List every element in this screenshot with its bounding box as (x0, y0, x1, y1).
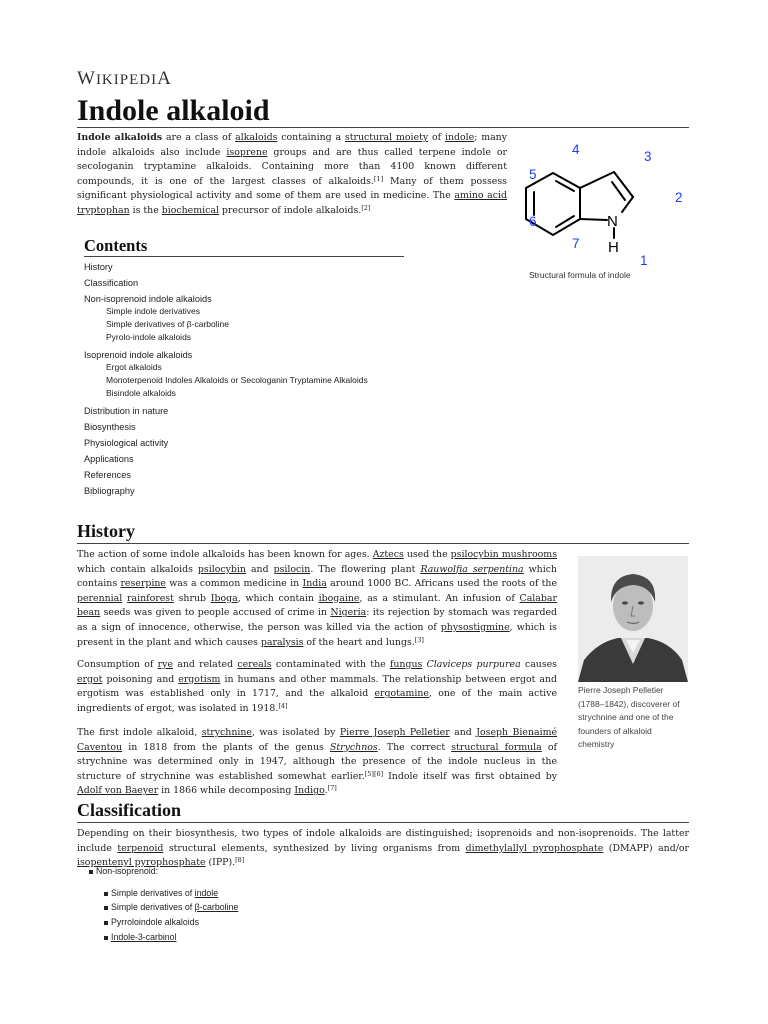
wikipedia-wordmark: WIKIPEDIA (77, 68, 172, 89)
text: which contain alkaloids (77, 563, 198, 575)
toc-item-biosynthesis[interactable]: Biosynthesis (84, 422, 136, 432)
text: of the heart and lungs. (303, 636, 415, 648)
link-indole[interactable]: indole (444, 132, 475, 143)
link-ergot[interactable]: ergot (77, 673, 103, 685)
text: seeds was given to people accused of crime in (100, 607, 331, 619)
link-india[interactable]: India (302, 578, 327, 590)
link-rye[interactable]: rye (157, 659, 173, 670)
text: The action of some indole alkaloids has been known for ages. (77, 549, 373, 560)
link-ergotamine[interactable]: ergotamine (374, 688, 429, 700)
link-indole-3-carbinol[interactable]: Indole-3-carbinol (111, 932, 177, 942)
position-label: 3 (644, 149, 652, 164)
text: Indole itself was first obtained by (383, 770, 558, 782)
link-perennial[interactable]: perennial (77, 592, 123, 604)
link-adolf-von-baeyer[interactable]: Adolf von Baeyer (77, 785, 159, 797)
link-paralysis[interactable]: paralysis (260, 636, 304, 648)
toc-item-bisindole-alkaloids[interactable]: Bisindole alkaloids (106, 388, 176, 398)
text: in humans and other mammals. The relationship between ergot and ergotism was established only in 1717, and the alkaloid (77, 673, 557, 700)
link-rainforest[interactable]: rainforest (127, 592, 174, 604)
ref-1[interactable]: [1] (373, 174, 384, 183)
ref-2[interactable]: [2] (361, 203, 371, 212)
link-strychnine[interactable]: strychnine (201, 727, 252, 738)
link-beta-carboline[interactable]: β-carboline (194, 902, 239, 912)
link-nigeria[interactable]: Nigeria (330, 607, 367, 619)
link-isopentenyl-pyrophosphate[interactable]: isopentenyl pyrophosphate (77, 857, 206, 869)
history-paragraph-3 (77, 726, 557, 799)
toc-item-ergot-alkaloids[interactable]: Ergot alkaloids (106, 362, 162, 372)
link-pierre-joseph-pelletier[interactable]: Pierre Joseph Pelletier (339, 727, 450, 738)
text: of strychnine was determined only in 1947, although the presence of the indole nucleus in the structure of strychnine was established somewhat earlier. (77, 741, 557, 782)
toc-item-classification[interactable]: Classification (84, 278, 139, 288)
classification-divider (77, 822, 689, 823)
link-terpenoid[interactable]: terpenoid (117, 842, 164, 854)
ref-8[interactable]: [8] (235, 856, 245, 865)
text: causes (520, 659, 557, 670)
toc-item-non-isoprenoid-indole-alkaloids[interactable]: Non-isoprenoid indole alkaloids (84, 294, 212, 304)
toc-item-simple-derivatives-of-carboline[interactable]: Simple derivatives of β-carboline (106, 319, 229, 329)
bond-c3-c2 (614, 172, 633, 197)
link-isoprene[interactable]: isoprene (226, 146, 268, 158)
list-item-non-isoprenoid: Non-isoprenoid: (96, 866, 159, 876)
text: Depending on their biosynthesis, two types of indole alkaloids are distinguished; isoprenoids and non-isoprenoids. The latter include (77, 828, 689, 854)
text: and (245, 563, 274, 575)
text: shrub (173, 592, 211, 604)
text: , was isolated by (251, 727, 340, 738)
link-ergotism[interactable]: ergotism (178, 673, 221, 685)
indole-structure-infobox (510, 134, 700, 284)
toc-item-applications[interactable]: Applications (84, 454, 134, 464)
list-item (111, 932, 177, 942)
portrait-caption: Pierre Joseph Pelletier (1788–1842), discoverer of strychnine and one of the founders of alkaloid chemistry (578, 685, 680, 749)
history-divider (77, 543, 689, 544)
list-item (111, 888, 218, 898)
text: was a common medicine in (165, 578, 303, 590)
link-iboga[interactable]: Iboga (210, 592, 238, 604)
text: and related (173, 659, 238, 670)
text: and (449, 727, 477, 738)
text: groups and are thus called terpene indole or secologanin tryptamine alkaloids. Containing more than 4100 known different compounds, it is one of the largest classes of alkaloids. (77, 146, 507, 187)
text: poisoning and (102, 673, 179, 685)
text: The first indole alkaloid, (77, 727, 202, 738)
text: of (428, 132, 445, 143)
intro-paragraph (77, 131, 507, 219)
link-fungus[interactable]: fungus (389, 659, 423, 670)
position-label: 4 (572, 142, 580, 157)
ref-5[interactable]: [5] (364, 769, 374, 778)
bond-c3a-c3 (580, 172, 614, 188)
toc-divider (84, 256, 404, 257)
indole-structure-diagram (510, 134, 700, 268)
link-biochemical[interactable]: biochemical (161, 204, 219, 216)
text: (IPP). (205, 857, 236, 869)
text: : its rejection by stomach was regarded as a sign of innocence, otherwise, the person was killed via the action of (77, 607, 557, 633)
text: , which is present in the plant and which causes (77, 621, 557, 648)
toc-item-pyrolo-indole-alkaloids[interactable]: Pyrolo-indole alkaloids (106, 332, 192, 342)
text: precursor of indole alkaloids. (218, 204, 362, 216)
classification-paragraph (77, 827, 689, 871)
toc-item-distribution-in-nature[interactable]: Distribution in nature (84, 406, 169, 416)
link-psilocybin-mushrooms[interactable]: psilocybin mushrooms (450, 549, 558, 560)
hydrogen-atom: H (608, 239, 619, 256)
toc-item-history[interactable]: History (84, 262, 113, 272)
link-rauwolfia-serpentina[interactable]: Rauwolfia serpentina (420, 563, 524, 575)
text: contaminated with the (271, 659, 390, 670)
link-joseph-bienaime-caventou[interactable]: Joseph Bienaimé Caventou (77, 727, 558, 753)
link-cereals[interactable]: cereals (237, 659, 272, 670)
text: . (324, 785, 328, 797)
link-structural-moiety[interactable]: structural moiety (344, 132, 429, 143)
toc-item-simple-indole-derivatives[interactable]: Simple indole derivatives (106, 306, 201, 316)
link-dimethylallyl-pyrophosphate[interactable]: dimethylallyl pyrophosphate (465, 842, 604, 854)
list-item: Pyrroloindole alkaloids (111, 917, 200, 927)
ref-6[interactable]: [6] (373, 769, 384, 778)
text: used the (403, 549, 451, 560)
text: (DMAPP) and/or (603, 842, 689, 854)
text: in 1818 from the plants of the genus (122, 741, 330, 753)
text: Many of them possess significant physiological activity and some of them are used in medicine. The (77, 175, 507, 202)
text: ; many indole alkaloids also include (77, 132, 508, 158)
claviceps-purpurea-text: Claviceps purpurea (426, 659, 521, 670)
link-ibogaine[interactable]: ibogaine (318, 592, 360, 604)
text: Consumption of (77, 659, 158, 670)
toc-item-monoterpenoid-indoles-alkaloids-or-secologanin-tryptamine-alkaloids[interactable]: Monoterpenoid Indoles Alkaloids or Secologanin Tryptamine Alkaloids (106, 375, 368, 385)
text: containing a (277, 132, 345, 143)
text: around 1000 BC. Africans used the roots of the (326, 578, 557, 590)
link-calabar-bean[interactable]: Calabar bean (77, 592, 557, 619)
list-item (111, 902, 238, 912)
link-psilocybin[interactable]: psilocybin (197, 563, 246, 575)
text: which contains (77, 563, 557, 590)
bond-n-c7a (580, 219, 607, 220)
pelletier-portrait[interactable] (578, 556, 688, 682)
ref-3[interactable]: [3] (414, 635, 424, 644)
history-paragraph-2 (77, 658, 557, 716)
text: structural elements, synthesized by living organisms from (163, 842, 466, 854)
position-label: 7 (572, 236, 580, 251)
text: . The flowering plant (310, 563, 421, 575)
text: is the (129, 204, 162, 216)
toc-item-bibliography[interactable]: Bibliography (84, 486, 135, 496)
text: Simple derivatives of (111, 902, 195, 912)
title-divider (77, 127, 689, 128)
text: , as a stimulant. An infusion of (359, 592, 520, 604)
link-strychnos[interactable]: Strychnos (329, 741, 378, 753)
link-tryptophan[interactable]: tryptophan (77, 204, 130, 216)
classification-heading: Classification (77, 800, 182, 820)
toc-item-isoprenoid-indole-alkaloids[interactable]: Isoprenoid indole alkaloids (84, 350, 193, 360)
text: in 1866 while decomposing (158, 785, 295, 797)
link-alkaloids[interactable]: alkaloids (235, 132, 278, 143)
infobox-caption: Structural formula of indole (529, 270, 631, 280)
text: , one of the main active ingredients of ergot, was isolated in 1918. (77, 688, 557, 714)
link-amino-acid[interactable]: amino acid (454, 190, 508, 202)
history-paragraph-1 (77, 548, 557, 650)
toc-item-references[interactable]: References (84, 470, 131, 480)
portrait-image (578, 556, 688, 682)
link-reserpine[interactable]: reserpine (120, 578, 166, 590)
nitrogen-atom: N (607, 213, 618, 230)
link-psilocin[interactable]: psilocin (273, 563, 311, 575)
link-indigo[interactable]: Indigo (294, 785, 325, 797)
ref-4[interactable]: [4] (278, 701, 288, 710)
position-label: 5 (529, 167, 537, 182)
text: are a class of (162, 132, 236, 143)
position-label: 6 (529, 214, 537, 229)
position-label: 1 (640, 253, 648, 268)
double-bond (556, 216, 574, 227)
text: Simple derivatives of (111, 888, 195, 898)
link-aztecs[interactable]: Aztecs (372, 549, 404, 560)
link-structural-formula[interactable]: structural formula (451, 741, 542, 753)
link-indole-list[interactable]: indole (194, 888, 219, 898)
link-physostigmine[interactable]: physostigmine (440, 621, 510, 633)
ref-7[interactable]: [7] (327, 784, 337, 793)
toc-heading: Contents (84, 236, 148, 255)
position-label: 2 (675, 190, 683, 205)
text: . The correct (377, 741, 452, 753)
lead-term: Indole alkaloids (77, 132, 163, 143)
text: , which contain (237, 592, 319, 604)
toc-item-physiological-activity[interactable]: Physiological activity (84, 438, 169, 448)
history-heading: History (77, 521, 135, 541)
page-title: Indole alkaloid (77, 94, 270, 127)
